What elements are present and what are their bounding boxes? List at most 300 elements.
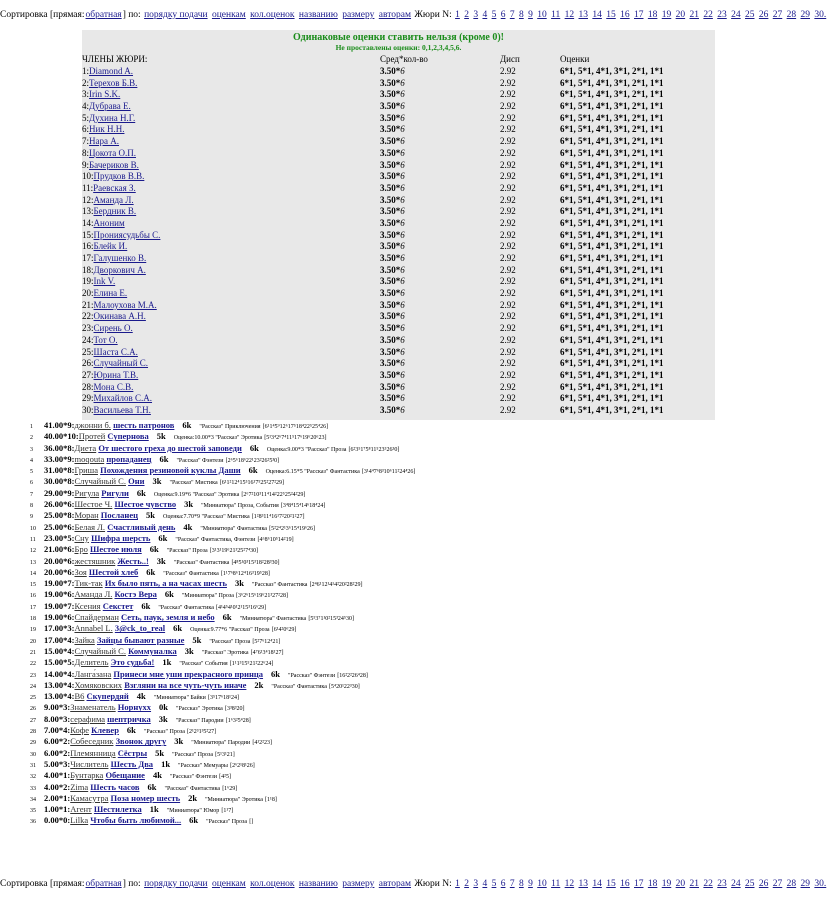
work-row (30, 714, 800, 725)
jury-row (82, 311, 715, 323)
jury-member-link[interactable]: Духина Н.Г. (89, 112, 136, 123)
work-row (30, 465, 800, 476)
jury-number-link[interactable]: 21 (689, 879, 699, 889)
work-genre: "Миниатюра" Байки (153, 695, 206, 702)
work-score: 6.00*2: (44, 736, 71, 747)
work-author-link[interactable]: Zima (70, 781, 89, 792)
jury-avg: 3.50*6 (380, 241, 405, 252)
jury-number-link[interactable]: 4 (482, 10, 488, 20)
work-title-link[interactable]: Чтобы быть любимой... (90, 815, 182, 826)
jury-number-link[interactable]: 14 (592, 10, 602, 20)
work-author-link[interactable]: Шестое Ч. (74, 499, 113, 510)
work-row (30, 748, 800, 759)
jury-number-link[interactable]: 3 (473, 879, 479, 889)
jury-marks: 6*1, 5*1, 4*1, 3*1, 2*1, 1*1 (560, 112, 664, 123)
jury-row (82, 370, 715, 382)
jury-number-link[interactable]: 9 (528, 10, 533, 20)
work-genre: Оценка:7.70*9 "Рассказ" Мистика (162, 514, 250, 521)
jury-member-link[interactable]: Малоухова М.А. (93, 299, 157, 310)
work-title-link[interactable]: Супернова (107, 431, 149, 442)
jury-number-link[interactable]: 19 (661, 879, 672, 889)
work-row (30, 510, 800, 521)
jury-number-link[interactable]: 25 (745, 879, 755, 889)
jury-marks: 6*1, 5*1, 4*1, 3*1, 2*1, 1*1 (560, 393, 664, 404)
jury-number-link[interactable]: 3 (473, 10, 479, 20)
jury-disp: 2.92 (500, 276, 516, 287)
work-author-link[interactable]: Кофе (70, 725, 89, 736)
jury-row (82, 299, 715, 311)
work-author-link[interactable]: Зайка (74, 634, 95, 645)
work-genre: "Рассказ" Фантастика (163, 570, 219, 577)
work-title-link[interactable]: Принеси мне уши прекрасного принца (113, 668, 264, 679)
work-score: 40.00*10: (44, 431, 79, 442)
jury-number-link[interactable]: 20 (675, 879, 686, 889)
work-author-link[interactable]: moqouta (74, 453, 105, 464)
sort-reverse-link[interactable]: обратная (85, 10, 122, 20)
jury-number-link[interactable]: 11 (551, 10, 561, 20)
jury-avg: 3.50*6 (380, 206, 405, 217)
work-title-link[interactable]: шептричка (107, 713, 151, 724)
jury-disp: 2.92 (500, 194, 516, 205)
work-rank: 6 (30, 480, 33, 487)
jury-member: 26:Случайный С. (82, 358, 149, 369)
sort-option-link[interactable]: порядку подачи (144, 879, 208, 889)
sort-option-link[interactable]: кол.оценок (250, 879, 295, 889)
jury-number-link[interactable]: 20 (675, 10, 686, 20)
work-author-link[interactable]: Ригула (74, 487, 100, 498)
jury-number-link[interactable]: 15 (606, 879, 616, 889)
work-score: 20.00*6: (44, 555, 75, 566)
work-title-link[interactable]: Шифра шерсть (91, 532, 151, 543)
work-jury-marks: [6¹1⁴5⁹12⁶17⁵18⁴22⁵25⁴26] (262, 424, 329, 430)
jury-member-link[interactable]: Михайлов С.А. (93, 393, 153, 404)
jury-marks: 6*1, 5*1, 4*1, 3*1, 2*1, 1*1 (560, 404, 664, 415)
jury-number-link[interactable]: 27 (772, 879, 783, 889)
jury-number-link[interactable]: 26 (758, 10, 769, 20)
jury-number-link[interactable]: 21 (689, 10, 699, 20)
jury-number-link[interactable]: 12 (564, 10, 575, 20)
work-size: 6k (271, 668, 281, 679)
jury-number-link[interactable]: 30. (814, 879, 827, 889)
sort-option-link[interactable]: названию (298, 10, 338, 20)
jury-number-link[interactable]: 19 (661, 10, 672, 20)
work-author-link[interactable]: Спайдерман (74, 612, 119, 623)
jury-disp: 2.92 (500, 229, 516, 240)
work-author-link[interactable]: Случайный С. (74, 645, 126, 656)
work-genre: "Рассказ" Проза (143, 729, 185, 736)
jury-avg: 3.50*6 (380, 276, 405, 287)
jury-number-link[interactable]: 8 (518, 879, 524, 889)
jury-member-link[interactable]: Бердник В. (93, 206, 137, 217)
work-title-link[interactable]: Шестое июля (89, 544, 142, 555)
work-author-link[interactable]: серафима (70, 713, 106, 724)
work-jury-marks: [4¹4⁵4¹0¹2¹15³16⁶29] (215, 604, 267, 611)
jury-member-link[interactable]: Окинава А.Н. (93, 311, 146, 322)
work-size: 5k (192, 634, 202, 645)
work-title-link[interactable]: Сёстры (117, 747, 148, 758)
work-title-link[interactable]: 3@ck_to_real (114, 623, 166, 634)
work-title-link[interactable]: Жесть..! (117, 555, 149, 566)
jury-marks: 6*1, 5*1, 4*1, 3*1, 2*1, 1*1 (560, 311, 664, 322)
work-author-link[interactable]: Lilka (70, 815, 89, 826)
work-jury-marks: [6¹1²12⁴15⁵16¹7⁵25²27²29] (219, 480, 285, 487)
work-score: 20.00*6: (44, 566, 75, 577)
work-genre: "Миниатюра" Юмор (166, 808, 220, 815)
jury-number-link[interactable]: 16 (620, 10, 630, 20)
jury-avg: 3.50*6 (380, 264, 405, 275)
work-row (30, 804, 800, 815)
work-author-link[interactable]: Ланга́зана (74, 668, 112, 679)
work-jury-marks: [1⁶3²5⁴28] (225, 717, 251, 724)
work-size: 6k (249, 442, 259, 453)
jury-member-link[interactable]: Дубрава Е. (89, 101, 131, 112)
work-title-link[interactable]: Зайцы бывают разные (96, 634, 185, 645)
work-size: 2k (188, 792, 198, 803)
jury-number-link[interactable]: 2 (464, 10, 469, 20)
jury-member-link[interactable]: Сирень О. (93, 323, 133, 334)
jury-number-link[interactable]: 15 (606, 10, 616, 20)
work-row (30, 657, 800, 668)
work-rank: 8 (30, 503, 33, 510)
sort-option-link[interactable]: размеру (342, 879, 375, 889)
jury-member-link[interactable]: Юрина Т.В. (93, 369, 139, 380)
work-size: 5k (155, 747, 165, 758)
jury-marks: 6*1, 5*1, 4*1, 3*1, 2*1, 1*1 (560, 194, 664, 205)
jury-number-link[interactable]: 5 (491, 10, 497, 20)
jury-number-link[interactable]: 26 (758, 879, 769, 889)
jury-avg: 3.50*6 (380, 124, 405, 135)
jury-number-link[interactable]: 1 (455, 879, 460, 889)
jury-disp: 2.92 (500, 206, 516, 217)
jury-row (82, 101, 715, 113)
work-score: 25.00*8: (44, 510, 75, 521)
work-size: 6k (158, 532, 168, 543)
work-author-link[interactable]: Случайный С. (74, 476, 126, 487)
work-genre: "Рассказ" Фантастика (164, 785, 221, 792)
sort-option-link[interactable]: кол.оценок (250, 10, 295, 20)
work-author-link[interactable]: Белая Л. (74, 521, 106, 532)
sort-option-link[interactable]: оценкам (211, 879, 246, 889)
work-title-link[interactable]: Костэ Вера (114, 589, 157, 600)
work-jury-marks: [5⁴20¹22³30] (329, 683, 360, 690)
work-row (30, 725, 800, 736)
work-title-link[interactable]: Шестой хлеб (88, 566, 139, 577)
jury-disp: 2.92 (500, 381, 516, 392)
jury-member: 3:Irin S.K. (82, 89, 121, 100)
work-title-link[interactable]: Шесть Два (110, 758, 154, 769)
jury-member-link[interactable]: Нара А. (89, 136, 120, 147)
jury-number-link[interactable]: 13 (578, 10, 588, 20)
work-title-link[interactable]: Взгляни на все чуть-чуть иначе (124, 679, 247, 690)
jury-number-link[interactable]: 6 (500, 879, 506, 889)
jury-avg: 3.50*6 (380, 112, 405, 123)
jury-member-link[interactable]: Мона С.В. (93, 381, 134, 392)
jury-member: 6:Ник Н.Н. (82, 124, 125, 135)
work-title-link[interactable]: Скупердяй (86, 691, 129, 702)
jury-avg: 3.50*6 (380, 147, 405, 158)
work-row (30, 544, 800, 555)
work-rank: 33 (30, 785, 36, 792)
jury-disp: 2.92 (500, 253, 516, 264)
work-title-link[interactable]: Шесть часов (90, 781, 140, 792)
jury-number-link[interactable]: 27 (772, 10, 783, 20)
jury-row (82, 393, 715, 405)
jury-number-link[interactable]: 10 (537, 10, 547, 20)
work-author-link[interactable]: Знаменатель (70, 702, 116, 713)
work-score: 5.00*3: (44, 758, 71, 769)
work-score: 25.00*6: (44, 521, 75, 532)
sort-options (143, 879, 414, 889)
sort-option-link[interactable]: порядку подачи (144, 10, 208, 20)
jury-member-link[interactable]: Прудков В.В. (93, 171, 145, 182)
work-genre: "Рассказ" Проза (206, 819, 248, 826)
jury-row (82, 159, 715, 171)
work-size: 0k (159, 702, 169, 713)
jury-number-link[interactable]: 22 (703, 879, 713, 889)
work-rank: 15 (30, 582, 36, 589)
work-author-link[interactable]: Моран (74, 510, 99, 521)
work-title-link[interactable]: Клевер (91, 725, 119, 736)
work-author-link[interactable]: Агент (70, 804, 92, 815)
work-title-link[interactable]: Шестое чувство (114, 499, 177, 510)
jury-avg: 3.50*6 (380, 89, 405, 100)
jury-number-link[interactable]: 12 (564, 879, 575, 889)
jury-member-link[interactable]: Васильева Т.Н. (93, 404, 151, 415)
jury-number-link[interactable]: 16 (620, 879, 630, 889)
work-author-link[interactable]: Собеседник (70, 736, 114, 747)
jury-number-link[interactable]: 23 (717, 879, 727, 889)
work-rank: 22 (30, 661, 36, 668)
work-row (30, 759, 800, 770)
sort-reverse-link[interactable]: обратная (85, 879, 122, 889)
work-row (30, 623, 800, 634)
work-author-link[interactable]: Гриша (74, 465, 98, 476)
work-title-link[interactable]: Обещание (105, 770, 145, 781)
work-title-link[interactable]: Поза номер шесть (110, 792, 181, 803)
jury-number-link[interactable]: 10 (537, 879, 547, 889)
jury-member: 9:Бачериков В. (82, 159, 139, 170)
work-title-link[interactable]: Их было пять, а на часах шесть (104, 578, 227, 589)
work-author-link[interactable]: жестяшник (74, 555, 116, 566)
work-genre: "Миниатюра" Пародии (191, 740, 251, 747)
jury-number-link[interactable]: 11 (551, 879, 561, 889)
work-genre: "Рассказ" Фантастика (271, 683, 327, 690)
work-rank: 19 (30, 627, 36, 634)
jury-member-link[interactable]: Раевская З. (93, 182, 136, 193)
work-author-link[interactable]: Бунтарка (70, 770, 104, 781)
jury-number-link[interactable]: 8 (518, 10, 524, 20)
sort-option-link[interactable]: оценкам (211, 10, 246, 20)
work-title-link[interactable]: Секстет (102, 600, 134, 611)
jury-number-link[interactable]: 6 (500, 10, 506, 20)
jury-member-link[interactable]: Случайный С. (93, 358, 149, 369)
work-title-link[interactable]: От шестого греха до шестой заповеди (98, 442, 242, 453)
jury-avg: 3.50*6 (380, 136, 405, 147)
sort-option-link[interactable]: авторам (378, 879, 412, 889)
work-title-link[interactable]: Похождения резиновой куклы Даши (100, 465, 241, 476)
work-rank: 9 (30, 514, 33, 521)
jury-marks: 6*1, 5*1, 4*1, 3*1, 2*1, 1*1 (560, 229, 664, 240)
work-size: 1k (161, 758, 171, 769)
jury-member-link[interactable]: Елина Е. (93, 288, 128, 299)
work-title-link[interactable]: Норнухх (117, 702, 152, 713)
sort-option-link[interactable]: авторам (378, 10, 412, 20)
jury-number-link[interactable]: 7 (509, 879, 515, 889)
jury-row (82, 229, 715, 241)
work-size: 3k (158, 713, 168, 724)
jury-number-link[interactable]: 24 (731, 10, 741, 20)
jury-member-link[interactable]: Шаста С.А. (93, 346, 138, 357)
work-title-link[interactable]: пропаданец (106, 453, 152, 464)
jury-marks: 6*1, 5*1, 4*1, 3*1, 2*1, 1*1 (560, 124, 664, 135)
jury-member-link[interactable]: Ink V. (93, 276, 116, 287)
jury-number-link[interactable]: 29 (800, 879, 810, 889)
jury-member-link[interactable]: Цокота О.П. (89, 147, 136, 158)
work-score: 19.00*7: (44, 600, 75, 611)
jury-member-link[interactable]: Галушенко В. (93, 253, 147, 264)
jury-member: 24:Тот О. (82, 334, 118, 345)
work-size: 6k (164, 589, 174, 600)
work-author-link[interactable]: Протей (78, 431, 106, 442)
work-title-link[interactable]: Коммуналка (128, 645, 177, 656)
jury-member-link[interactable]: Irin S.K. (89, 89, 121, 100)
work-size: 6k (222, 612, 232, 623)
jury-header-row (82, 54, 715, 66)
work-author-link[interactable]: Делитель (74, 657, 109, 668)
work-author-link[interactable]: Аманда Л. (74, 589, 113, 600)
work-author-link[interactable]: Annabel L. (74, 623, 113, 634)
work-genre: "Миниатюра" Проза, События (201, 503, 279, 510)
work-author-link[interactable]: Племянница (70, 747, 116, 758)
work-author-link[interactable]: Тик-так (74, 578, 103, 589)
jury-number-link[interactable]: 18 (647, 10, 658, 20)
jury-number-link[interactable]: 7 (509, 10, 515, 20)
sort-option-link[interactable]: названию (298, 879, 338, 889)
jury-number-link[interactable]: 14 (592, 879, 602, 889)
jury-number-link[interactable]: 30. (814, 10, 827, 20)
work-rank: 30 (30, 751, 36, 758)
jury-row (82, 346, 715, 358)
jury-member: 14:Аноним (82, 217, 125, 228)
work-author-link[interactable]: Диета (74, 442, 97, 453)
work-author-link[interactable]: Хомяковских (74, 679, 123, 690)
work-genre: "Рассказ" Фэнтези (288, 672, 336, 679)
jury-number-link[interactable]: 13 (578, 879, 588, 889)
sort-option-link[interactable]: размеру (342, 10, 375, 20)
jury-member-link[interactable]: Прониясудьбы С. (93, 229, 161, 240)
work-author-link[interactable]: В6 (74, 691, 85, 702)
jury-member-link[interactable]: Тот О. (93, 334, 118, 345)
jury-number-link[interactable]: 5 (491, 879, 497, 889)
jury-member-link[interactable]: Блейк И. (93, 241, 128, 252)
jury-member-link[interactable]: Бачериков В. (89, 159, 139, 170)
jury-disp: 2.92 (500, 89, 516, 100)
jury-row (82, 335, 715, 347)
work-score: 0.00*0: (44, 815, 71, 826)
jury-number-link[interactable]: 23 (717, 10, 727, 20)
work-author-link[interactable]: Числитель (70, 758, 109, 769)
work-title-link[interactable]: Это судьба! (110, 657, 155, 668)
jury-number-link[interactable]: 28 (786, 879, 797, 889)
jury-member: 22:Окинава А.Н. (82, 311, 146, 322)
work-author-link[interactable]: Зоя (74, 566, 87, 577)
jury-member: 1:Diamond A. (82, 66, 134, 77)
work-rank: 24 (30, 683, 36, 690)
work-row (30, 454, 800, 465)
jury-number-link[interactable]: 17 (634, 879, 644, 889)
jury-number-link[interactable]: 2 (464, 879, 469, 889)
jury-member-link[interactable]: Терехов Б.В. (89, 77, 138, 88)
jury-member: 5:Духина Н.Г. (82, 112, 136, 123)
work-genre: Оценка:9.77*6 "Рассказ" Проза (190, 627, 270, 634)
jury-number-link[interactable]: 28 (786, 10, 797, 20)
work-rank: 35 (30, 808, 36, 815)
jury-disp: 2.92 (500, 264, 516, 275)
jury-number-link[interactable]: 24 (731, 879, 741, 889)
jury-row (82, 206, 715, 218)
work-title-link[interactable]: Они (128, 476, 145, 487)
work-title-link[interactable]: Звонок другу (115, 736, 167, 747)
jury-member-link[interactable]: Аноним (93, 217, 125, 228)
jury-number-link[interactable]: 4 (482, 879, 488, 889)
jury-number-link[interactable]: 1 (455, 10, 460, 20)
work-genre: "Рассказ" Фэнтези (176, 457, 224, 464)
jury-row (82, 381, 715, 393)
work-genre: "Миниатюра" Фантастика (239, 616, 307, 623)
jury-member-link[interactable]: Diamond A. (89, 66, 134, 77)
work-title-link[interactable]: Счастливый день (107, 521, 176, 532)
work-author-link[interactable]: Бро (74, 544, 88, 555)
work-title-link[interactable]: Ригули (101, 487, 129, 498)
work-size: 6k (141, 600, 151, 611)
work-title-link[interactable]: Сеть, паук, земля и небо (121, 612, 215, 623)
jury-number-link[interactable]: 17 (634, 10, 644, 20)
work-jury-marks: [5¹3⁴2⁶7⁴11⁵17⁶19⁶20⁶23] (264, 435, 327, 442)
jury-number-link[interactable]: 9 (528, 879, 533, 889)
jury-number-link[interactable]: 22 (703, 10, 713, 20)
work-title-link[interactable]: шесть патронов (113, 420, 175, 430)
work-rank: 32 (30, 774, 36, 781)
jury-disp: 2.92 (500, 112, 516, 123)
jury-member-link[interactable]: Ник Н.Н. (89, 124, 125, 135)
work-title-link[interactable]: Посланец (100, 510, 138, 521)
jury-avg: 3.50*6 (380, 194, 405, 205)
jury-number-link[interactable]: 25 (745, 10, 755, 20)
jury-member: 19:Ink V. (82, 276, 116, 287)
work-size: 6k (248, 465, 258, 476)
work-author-link[interactable]: Камасутра (70, 792, 109, 803)
jury-number-link[interactable]: 29 (800, 10, 810, 20)
work-jury-marks: [5²2⁴2¹3⁶15⁴19⁶26] (269, 525, 316, 532)
work-author-link[interactable]: джонни б. (74, 420, 111, 430)
work-row (30, 431, 800, 442)
jury-marks: 6*1, 5*1, 4*1, 3*1, 2*1, 1*1 (560, 334, 664, 345)
work-author-link[interactable]: Сну (74, 532, 89, 543)
work-title-link[interactable]: Шестилетка (93, 804, 142, 815)
work-size: 6k (173, 623, 183, 634)
jury-number-link[interactable]: 18 (647, 879, 658, 889)
jury-member-link[interactable]: Дворкович А. (93, 264, 146, 275)
jury-member-link[interactable]: Аманда Л. (93, 194, 134, 205)
work-size: 3k (184, 499, 194, 510)
work-rank: 3 (30, 446, 33, 453)
sort-bar-top (0, 10, 827, 20)
work-author-link[interactable]: Ксения (74, 600, 101, 611)
jury-marks: 6*1, 5*1, 4*1, 3*1, 2*1, 1*1 (560, 136, 664, 147)
jury-disp: 2.92 (500, 171, 516, 182)
jury-avg: 3.50*6 (380, 381, 405, 392)
work-genre: "Рассказ" Мистика (169, 480, 218, 487)
